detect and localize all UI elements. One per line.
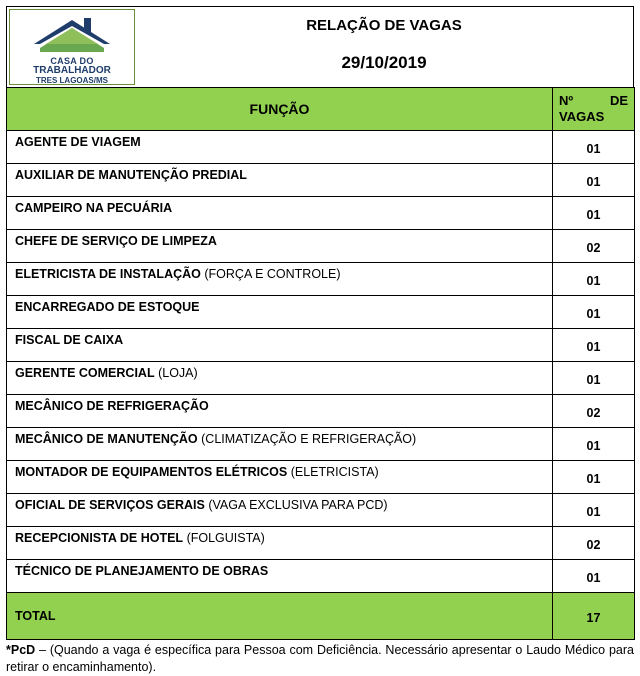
role-cell [7,329,553,362]
vacancy-count: 01 [553,197,635,230]
table-row [7,362,635,395]
role-name: MONTADOR DE EQUIPAMENTOS ELÉTRICOS [15,465,288,479]
logo-line1: CASA DO [50,56,94,66]
table-row [7,263,635,296]
column-header-qty [553,88,635,131]
role-cell [7,164,553,197]
table-header-row [7,88,635,131]
logo-line3: TRES LAGOAS/MS [35,76,108,85]
role-name: OFICIAL DE SERVIÇOS GERAIS [15,498,205,512]
logo-line2: TRABALHADOR [33,65,111,76]
vacancy-count: 01 [553,560,635,593]
role-name: AUXILIAR DE MANUTENÇÃO PREDIAL [15,168,247,182]
table-row [7,461,635,494]
total-label: TOTAL [7,593,553,640]
role-name: MECÂNICO DE REFRIGERAÇÃO [15,399,209,413]
vacancy-count: 01 [553,362,635,395]
vacancy-table [6,87,635,640]
column-header-qty-c: VAGAS [559,109,605,124]
total-value: 17 [553,593,635,640]
column-header-qty-a: Nº [559,93,574,108]
table-row [7,131,635,164]
page-title: RELAÇÃO DE VAGAS [306,17,462,34]
role-note: (LOJA) [158,366,198,380]
logo [9,9,135,85]
vacancy-count: 01 [553,164,635,197]
vacancy-count: 02 [553,230,635,263]
column-header-function: FUNÇÃO [7,88,553,131]
role-name: TÉCNICO DE PLANEJAMENTO DE OBRAS [15,564,269,578]
footnote-text: – (Quando a vaga é específica para Pessoa com Deficiência. Necessário apresentar o Laudo Médico para retirar o encaminhamento). [6,643,634,674]
vacancy-count: 01 [553,428,635,461]
vacancy-count: 01 [553,494,635,527]
role-cell [7,527,553,560]
role-cell [7,428,553,461]
vacancy-count: 02 [553,395,635,428]
vacancy-count: 01 [553,263,635,296]
table-row [7,197,635,230]
table-row [7,230,635,263]
vacancy-count: 02 [553,527,635,560]
role-note: (CLIMATIZAÇÃO E REFRIGERAÇÃO) [201,432,417,446]
role-cell [7,362,553,395]
vacancy-count: 01 [553,461,635,494]
role-name: FISCAL DE CAIXA [15,333,124,347]
vacancy-sheet [6,6,634,676]
role-note: (ELETRICISTA) [290,465,379,479]
table-row [7,164,635,197]
role-name: GERENTE COMERCIAL [15,366,155,380]
role-name: MECÂNICO DE MANUTENÇÃO [15,432,198,446]
role-cell [7,395,553,428]
vacancy-count: 01 [553,329,635,362]
table-row [7,527,635,560]
role-cell [7,131,553,164]
vacancy-count: 01 [553,131,635,164]
role-name: CHEFE DE SERVIÇO DE LIMPEZA [15,234,217,248]
role-cell [7,560,553,593]
table-row [7,329,635,362]
role-name: ENCARREGADO DE ESTOQUE [15,300,200,314]
table-row [7,395,635,428]
table-row [7,296,635,329]
role-name: CAMPEIRO NA PECUÁRIA [15,201,173,215]
table-row [7,494,635,527]
footnote-prefix: *PcD [6,643,36,657]
page-date: 29/10/2019 [341,53,427,72]
footnote [6,642,634,676]
column-header-qty-b: DE [609,93,628,108]
vacancy-count: 01 [553,296,635,329]
role-cell [7,263,553,296]
table-row [7,560,635,593]
sheet-header [6,6,634,87]
role-note: (FORÇA E CONTROLE) [204,267,341,281]
role-cell [7,494,553,527]
house-logo-icon [24,14,120,56]
role-cell [7,296,553,329]
table-row [7,428,635,461]
role-note: (VAGA EXCLUSIVA PARA PCD) [208,498,388,512]
role-name: AGENTE DE VIAGEM [15,135,141,149]
role-name: RECEPCIONISTA DE HOTEL [15,531,184,545]
total-row [7,593,635,640]
role-name: ELETRICISTA DE INSTALAÇÃO [15,267,201,281]
role-cell [7,197,553,230]
role-cell [7,230,553,263]
role-note: (FOLGUISTA) [186,531,265,545]
role-cell [7,461,553,494]
